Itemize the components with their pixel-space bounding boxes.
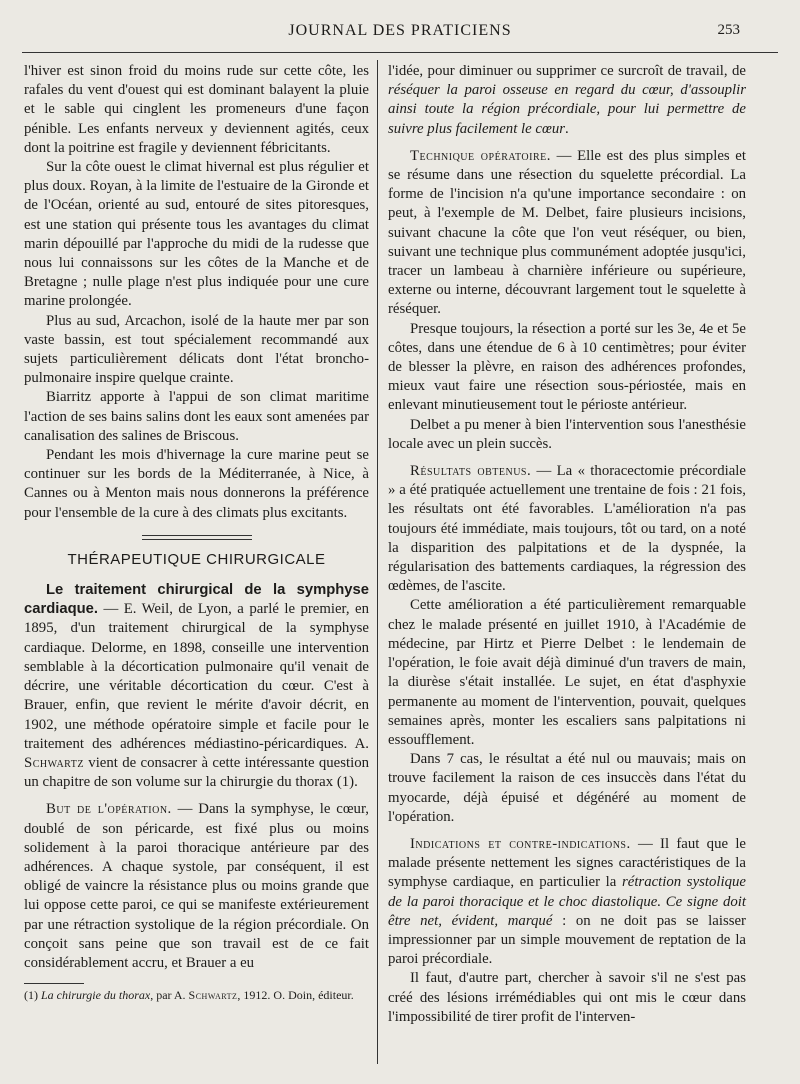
subsection-label: Indications et contre-indications. [410, 835, 631, 852]
paragraph: Plus au sud, Arcachon, isolé de la haute mer par son vaste bassin, est tout spécialement recommandé aux sujets particulièrement délicats dont l'état broncho-pulmonaire inspire quelque crainte. [24, 312, 369, 387]
paragraph: Technique opératoire. — Elle est des plus simples et se résume dans une résection du squelette précordial. La forme de l'incision n'a qu'une importance secondaire : on peut, à l'exemple de M. Delbet, faire plusieurs incisions, suivant chacune la côte que l'on veut réséquer, ou bien, suivant une technique plus communément adoptée jusqu'ici, tracer un lambeau à charnière inférieure ou supérieure, externe ou interne, découvrant largement tout le squelette à réséquer. [388, 147, 746, 318]
section-heading: THÉRAPEUTIQUE CHIRURGICALE [67, 550, 326, 568]
paragraph: Biarritz apporte à l'appui de son climat maritime l'action de ses bains salins dont les eaux sont amenées par canalisation des salines de Briscous. [24, 389, 369, 444]
left-column [24, 62, 369, 1003]
section-rule [142, 535, 252, 540]
column-divider [377, 60, 378, 1064]
page-number: 253 [717, 22, 740, 38]
author-name: Schwartz [24, 754, 84, 771]
paragraph: Pendant les mois d'hivernage la cure marine peut se continuer sur les bords de la Méditerranée, à Nice, à Cannes ou à Menton mais nous donnerons la préférence pour l'ensemble de la cure à des climats plus excitants. [24, 447, 369, 521]
paragraph: l'idée, pour diminuer ou supprimer ce surcroît de travail, de réséquer la paroi osseuse en regard du cœur, d'assouplir ainsi toute la région précordiale, pour lui permettre de suivre plus facilement le cœur. [388, 63, 746, 137]
footnote: (1) La chirurgie du thorax, par A. Schwartz, 1912. O. Doin, éditeur. [24, 988, 354, 1003]
page-header [0, 22, 800, 44]
paragraph: Résultats obtenus. — La « thoracectomie précordiale » a été pratiquée actuellement une trentaine de fois : 21 fois, les résultats ont été favorables. L'amélioration n'a pas toujours été immédiate, mais toujours, tôt ou tard, on a noté la disparition des palpitations et de la dyspnée, la régularisation des battements cardiaques, la régression des œdèmes, de l'ascite. [388, 463, 746, 595]
subsection-label: Résultats obtenus. [410, 463, 532, 480]
paragraph: Dans 7 cas, le résultat a été nul ou mauvais; mais on trouve facilement la raison de ces insuccès dans l'état du myocarde, déjà épuisé et dégénéré au moment de l'opération. [388, 751, 746, 825]
footnote-rule [24, 983, 84, 984]
paragraph: Presque toujours, la résection a porté sur les 3e, 4e et 5e côtes, dans une étendue de 6 à 10 centimètres; pour éviter de blesser la plèvre, en raison des adhérences profondes, mieux vaut faire une résection sous-périostée, mais en enlevant minutieusement tout le périoste antérieur. [388, 320, 746, 414]
paragraph: l'hiver est sinon froid du moins rude sur cette côte, les rafales du vent d'ouest qui est dominant balayent la pluie et le sable qui cinglent les promeneurs d'une façon pénible. Les enfants nerveux y deviennent agités, ceux dont la poitrine est fragile y deviennent fébricitants. [24, 63, 369, 156]
right-column [388, 62, 746, 1027]
subsection-label: Technique opératoire. [410, 147, 551, 164]
subsection-label: But de l'opération. [46, 801, 172, 818]
paragraph: Indications et contre-indications. — Il faut que le malade présente nettement les signes caractéristiques de la symphyse cardiaque, en particulier la rétraction systolique de la paroi thoracique et le choc diastolique. Ce signe doit être net, évident, marqué : on ne doit pas se laisser impressionner par un simple mouvement de reptation de la paroi précordiale. [388, 835, 747, 968]
article-title: Le traitement chirurgical de la symphyse cardiaque. [24, 582, 369, 618]
paragraph: But de l'opération. — Dans la symphyse, le cœur, doublé de son péricarde, est fixé plus ou moins solidement à la paroi thoracique antérieure par des adhérences. A chaque systole, par conséquent, il est obligé de vaincre la résistance plus ou moins grande que lui oppose cette paroi, ce qui se manifeste extérieurement par une rétraction systolique de la région précordiale. On conçoit sans peine que son travail est de ce fait considérablement accru, et Brauer a eu [24, 801, 369, 971]
paragraph: Cette amélioration a été particulièrement remarquable chez le malade présenté en juillet 1910, à l'Académie de médecine, par Hirtz et Pierre Delbet : le lendemain de l'opération, le foie avait déjà diminué d'un travers de main, la diurèse s'était installée. Le sujet, en état d'asphyxie permanente au moment de l'intervention, pouvait, quelques semaines après, monter les escaliers sans palpitations ni essoufflement. [388, 597, 746, 748]
paragraph: Delbet a pu mener à bien l'intervention sous l'anesthésie locale avec un plein succès. [388, 416, 746, 452]
running-title: JOURNAL DES PRATICIENS [288, 22, 512, 39]
article-paragraph: Le traitement chirurgical de la symphyse cardiaque. — E. Weil, de Lyon, a parlé le premier, en 1895, d'un traitement chirurgical de la symphyse cardiaque. Delorme, en 1898, conseille une intervention semblable à la décortication pulmonaire qu'il venait de décrire, une véritable décortication du cœur. C'est à Brauer, enfin, que revient le mérite d'avoir décrit, en 1902, une méthode opératoire simple et facile pour le traitement des adhérences médiastino-péricardiques. A. Schwartz vient de consacrer à cette intéressante question un chapitre de son volume sur la chirurgie du thorax (1). [24, 582, 369, 791]
paragraph: Il faut, d'autre part, chercher à savoir s'il ne s'est pas créé des lésions irrémédiables qui ont mis le cœur dans l'impossibilité de tirer profit de l'interven- [388, 970, 746, 1025]
header-rule [22, 52, 778, 53]
paragraph: Sur la côte ouest le climat hivernal est plus régulier et plus doux. Royan, à la limite de l'estuaire de la Gironde et de l'Océan, orienté au sud, entouré de sites pitoresques, est une station qui présente tous les avantages du climat marin dépouillé par l'approche du midi de la rudesse que nous lui connaissons sur les côtes de la Manche et de Bretagne ; nulle plage n'est plus indiquée pour une cure marine prolongée. [24, 159, 369, 310]
